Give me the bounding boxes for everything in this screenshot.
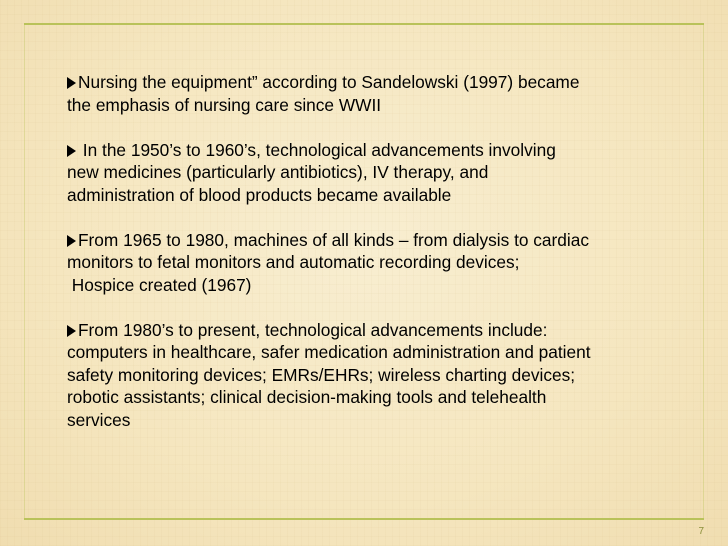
bullet-text: From 1965 to 1980, machines of all kinds – from dialysis to cardiac bbox=[78, 229, 589, 250]
right-frame bbox=[703, 23, 704, 520]
bullet-line bbox=[67, 319, 697, 342]
arrow-bullet-icon bbox=[67, 145, 76, 157]
bullet-text: From 1980’s to present, technological advancements include: bbox=[78, 319, 548, 340]
bullet-item bbox=[67, 229, 697, 297]
bullet-line bbox=[67, 139, 697, 162]
bullet-line: robotic assistants; clinical decision-making tools and telehealth bbox=[67, 387, 547, 407]
page-number: 7 bbox=[698, 526, 704, 537]
bullet-line: Hospice created (1967) bbox=[67, 274, 252, 295]
top-rule bbox=[24, 23, 704, 25]
arrow-bullet-icon bbox=[67, 77, 76, 89]
bullet-line: services bbox=[67, 409, 131, 430]
bullet-item bbox=[67, 71, 697, 116]
bullet-line: monitors to fetal monitors and automatic recording devices; bbox=[67, 252, 520, 272]
bullet-item bbox=[67, 139, 697, 207]
bullet-line: computers in healthcare, safer medication administration and patient bbox=[67, 342, 591, 362]
bottom-rule bbox=[24, 518, 704, 520]
arrow-bullet-icon bbox=[67, 235, 76, 247]
arrow-bullet-icon bbox=[67, 325, 76, 337]
bullet-item bbox=[67, 319, 697, 432]
bullet-line: new medicines (particularly antibiotics), IV therapy, and bbox=[67, 162, 489, 182]
bullet-text: In the 1950’s to 1960’s, technological advancements involving bbox=[78, 139, 556, 160]
bullet-text: Nursing the equipment” according to Sandelowski (1997) became bbox=[78, 72, 580, 92]
bullet-line bbox=[67, 71, 697, 94]
slide-body bbox=[67, 71, 697, 454]
bullet-line bbox=[67, 229, 697, 252]
bullet-line: the emphasis of nursing care since WWII bbox=[67, 94, 382, 115]
left-frame bbox=[24, 23, 25, 520]
bullet-line: administration of blood products became available bbox=[67, 184, 452, 205]
bullet-line: safety monitoring devices; EMRs/EHRs; wireless charting devices; bbox=[67, 364, 576, 385]
